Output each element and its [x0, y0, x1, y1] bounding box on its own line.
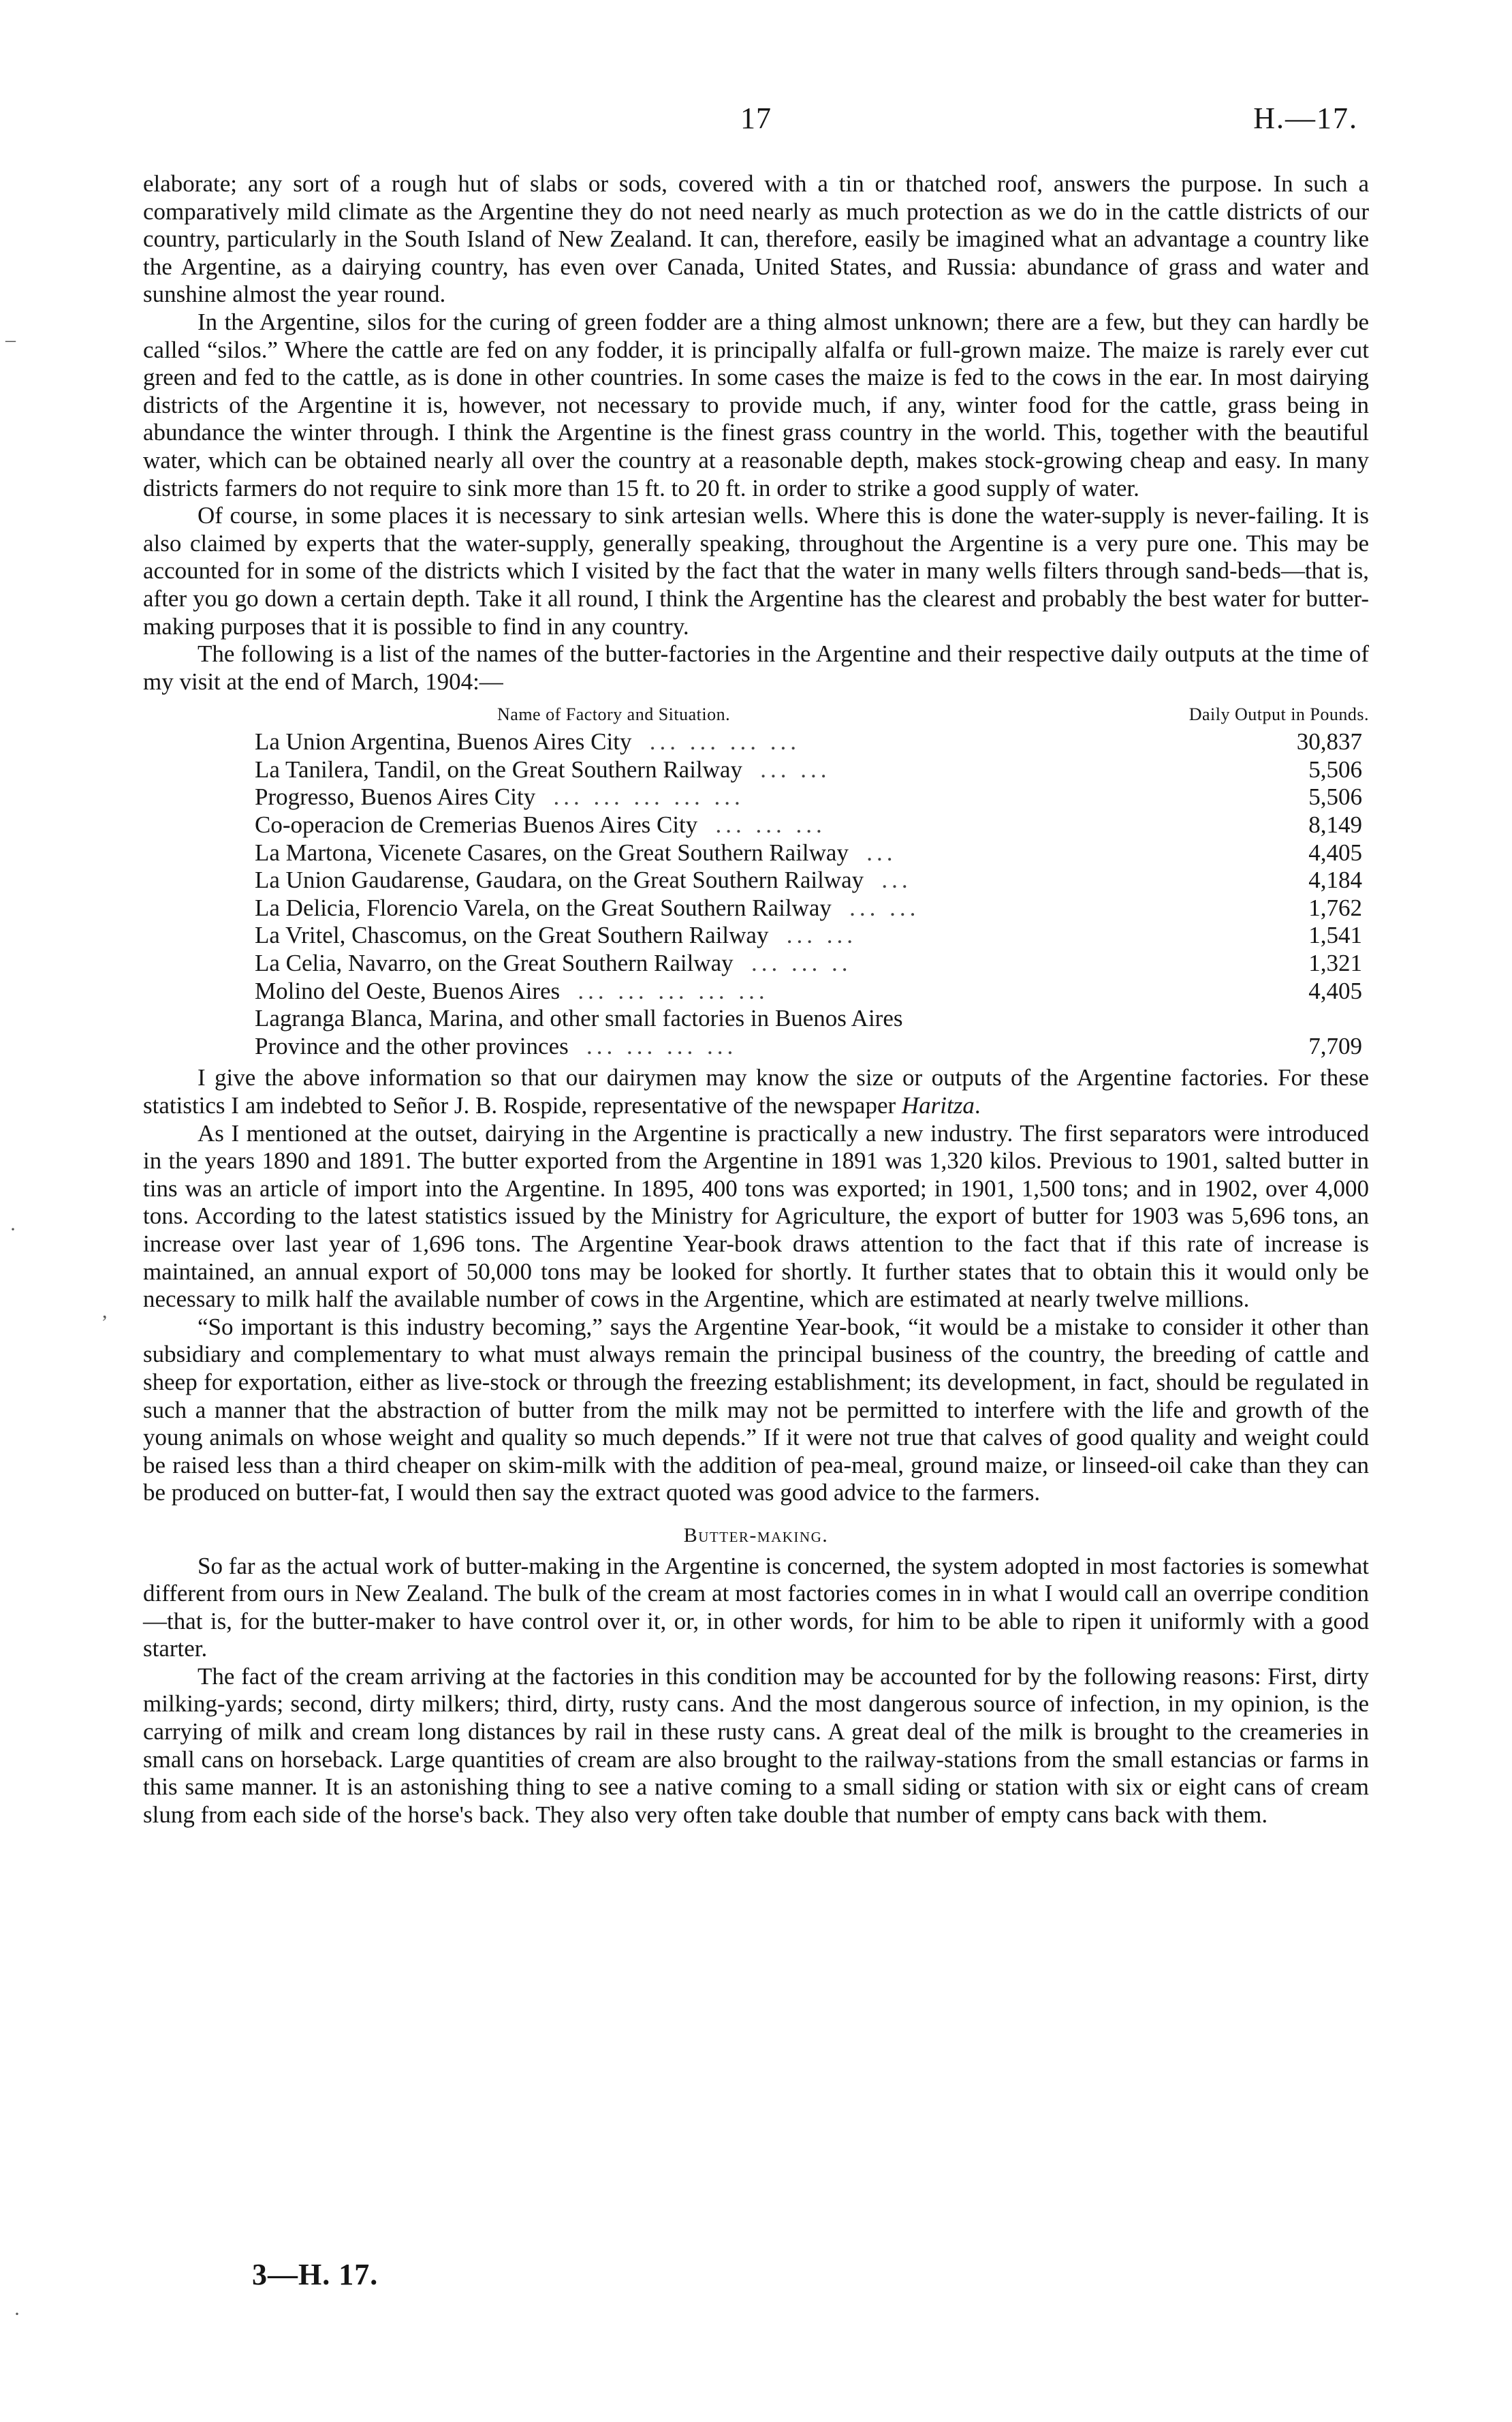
- factory-output: 1,321: [1308, 950, 1362, 977]
- text-run: .: [974, 1092, 981, 1119]
- paragraph: [143, 1064, 1369, 1119]
- factory-name-cell: [255, 811, 1192, 839]
- factory-output: 8,149: [1308, 811, 1362, 839]
- factory-name: La Tanilera, Tandil, on the Great Southern Railway: [255, 756, 742, 783]
- table-header: [143, 701, 1369, 728]
- margin-mark: ,: [102, 1300, 108, 1322]
- factory-name-cell: [255, 978, 1192, 1006]
- paragraph: The following is a list of the names of the butter-factories in the Argentine and their respective daily outputs at the time of my visit at the end of March, 1904:—: [143, 640, 1369, 695]
- factory-output: 5,506: [1308, 783, 1362, 811]
- factory-name-cell: [255, 839, 1192, 867]
- table-row: [255, 950, 1362, 978]
- table-row: [255, 728, 1362, 756]
- paragraph: So far as the actual work of butter-making in the Argentine is concerned, the system adopted in most factories is somewhat different from ours in New Zealand. The bulk of the cream at most factories comes in in what I would call an overripe condition—that is, for the butter-maker to have control over it, or, in other words, for him to be able to ripen it uniformly with a good starter.: [143, 1552, 1370, 1662]
- newspaper-title: Haritza: [901, 1092, 975, 1119]
- dot-leader: ... ...: [849, 894, 920, 921]
- margin-mark: ·: [14, 2303, 20, 2325]
- paragraph: elaborate; any sort of a rough hut of slabs or sods, covered with a tin or thatched roof, answers the purpose. In such a comparatively mild climate as the Argentine they do not need nearly as much protection as we do in the cattle districts of our country, particularly in the South Island of New Zealand. It can, therefore, easily be imagined what an advantage a country like the Argentine, as a dairying country, has even over Canada, United States, and Russia: abundance of grass and water and sunshine almost the year round.: [143, 170, 1369, 308]
- factory-name-cell: [255, 867, 1192, 895]
- table-row: [255, 811, 1362, 839]
- paragraph: As I mentioned at the outset, dairying in the Argentine is practically a new industry. The first separators were introduced in the years 1890 and 1891. The butter exported from the Argentine in 1891 was 1,320 kilos. Previous to 1901, salted butter in tins was an article of import into the Argentine. In 1895, 400 tons was exported; in 1901, 1,500 tons; and in 1902, over 4,000 tons. According to the latest statistics issued by the Ministry for Agriculture, the export of butter for 1903 was 5,696 tons, an increase over last year of 1,696 tons. The Argentine Year-book draws attention to the fact that if this rate of increase is maintained, an annual export of 50,000 tons may be looked for shortly. It further states that to obtain this it would only be necessary to milk half the available number of cows in the Argentine, which are estimated at nearly twelve millions.: [143, 1119, 1369, 1313]
- factory-name: La Celia, Navarro, on the Great Southern Railway: [255, 950, 734, 977]
- factory-name-cell: [255, 728, 1192, 756]
- paragraph: The fact of the cream arriving at the factories in this condition may be accounted for by the following reasons: First, dirty milking-yards; second, dirty milkers; third, dirty, rusty cans. And the most dangerous source of infection, in my opinion, is the carrying of milk and cream long distances by rail in these rusty cans. A great deal of the milk is brought to the creameries in small cans on horseback. Large quantities of cream are also brought to the railway-stations from the small estancias or farms in this same manner. It is an astonishing thing to see a native coming to a small siding or station with six or eight cans of cream slung from each side of the horse's back. They also very often take double that number of empty cans back with them.: [143, 1662, 1369, 1828]
- paragraph: “So important is this industry becoming,” says the Argentine Year-book, “it would be a mistake to consider it other than subsidiary and complementary to what must always remain the principal business of the country, the breeding of cattle and sheep for exportation, either as live-stock or through the freezing establishment; its development, in fact, should be regulated in such a manner that the abstraction of butter from the milk may not be permitted to interfere with the life and growth of the young animals on whose weight and quality so much depends.” If it were not true that calves of good quality and weight could be raised less than a third cheaper on skim-milk with the addition of pea-meal, ground maize, or linseed-oil cake than they can be produced on butter-fat, I would then say the extract quoted was good advice to the farmers.: [143, 1313, 1369, 1506]
- factory-name-cell: [255, 895, 1192, 922]
- dot-leader: ... ... ... ... ...: [578, 977, 769, 1004]
- dot-leader: ... ... ...: [715, 811, 826, 839]
- table-row: [255, 1033, 1362, 1061]
- dot-leader: ...: [866, 839, 897, 866]
- table-row: [255, 978, 1362, 1006]
- factory-name: La Delicia, Florencio Varela, on the Great Southern Railway: [255, 894, 832, 921]
- factory-name: La Union Gaudarense, Gaudara, on the Great Southern Railway: [255, 867, 864, 894]
- factory-output: 7,709: [1308, 1032, 1362, 1059]
- factory-name-cell: [255, 783, 1192, 811]
- section-heading: Butter-making.: [683, 1523, 829, 1547]
- margin-mark: –: [5, 328, 16, 351]
- document-code: H.—17.: [1253, 102, 1358, 135]
- signature-mark: 3—H. 17.: [252, 2258, 379, 2291]
- body-text: [143, 170, 1369, 1829]
- factory-name: La Vritel, Chascomus, on the Great Southern Railway: [255, 922, 769, 949]
- factory-table: [143, 701, 1369, 1060]
- factory-name-part: Province and the other provinces: [255, 1032, 569, 1059]
- factory-name-continued: [255, 1033, 1192, 1061]
- factory-list: [255, 728, 1362, 1060]
- factory-name-cell: [255, 756, 1192, 784]
- factory-output: 4,405: [1308, 977, 1362, 1004]
- dot-leader: ... ... ... ...: [649, 728, 800, 756]
- factory-output: 1,541: [1308, 922, 1362, 949]
- dot-leader: ... ...: [786, 922, 857, 949]
- factory-name-cell: [255, 922, 1192, 950]
- factory-output: 4,405: [1308, 839, 1362, 866]
- page-number: 17: [740, 102, 772, 135]
- factory-name: Molino del Oeste, Buenos Aires: [255, 977, 561, 1004]
- factory-name-cell: [255, 950, 1192, 978]
- dot-leader: ... ... ... ... ...: [553, 783, 744, 811]
- column-header-name: Name of Factory and Situation.: [497, 704, 731, 725]
- margin-mark: ·: [10, 1218, 16, 1241]
- paragraph: Of course, in some places it is necessary to sink artesian wells. Where this is done the water-supply is never-failing. It is also claimed by experts that the water-supply, generally speaking, throughout the Argentine is a very pure one. This may be accounted for in some of the districts which I visited by the fact that the water in many wells filters through sand-beds—that is, after you go down a certain depth. Take it all round, I think the Argentine has the clearest and probably the best water for butter-making purposes that it is possible to find in any country.: [143, 502, 1369, 640]
- text-run: I give the above information so that our dairymen may know the size or outputs of the Argentine factories. For these statistics I am indebted to Señor J. B. Rospide, representative of the newspaper: [143, 1064, 1369, 1119]
- factory-output: 30,837: [1296, 728, 1362, 756]
- dot-leader: ... ...: [760, 756, 831, 783]
- table-row: [255, 1005, 1362, 1033]
- table-row: [255, 895, 1362, 922]
- table-row: [255, 867, 1362, 895]
- table-row: [255, 756, 1362, 784]
- paragraph: In the Argentine, silos for the curing of green fodder are a thing almost unknown; there are a few, but they can hardly be called “silos.” Where the cattle are fed on any fodder, it is principally alfalfa or full-grown maize. The maize is rarely ever cut green and fed to the cattle, as is done in other countries. In some cases the maize is fed to the cows in the ear. In most dairying districts of the Argentine it is, however, not necessary to provide much, if any, winter food for the cattle, grass being in abundance the winter through. I think the Argentine is the finest grass country in the world. This, together with the beautiful water, which can be obtained nearly all over the country at a reasonable depth, makes stock-growing cheap and easy. In many districts farmers do not require to sink more than 15 ft. to 20 ft. in order to strike a good supply of water.: [143, 308, 1369, 501]
- factory-name: Progresso, Buenos Aires City: [255, 783, 536, 811]
- factory-name: Co-operacion de Cremerias Buenos Aires City: [255, 811, 698, 839]
- dot-leader: ...: [881, 867, 912, 894]
- table-row: [255, 783, 1362, 811]
- dot-leader: ... ... ..: [751, 950, 852, 977]
- factory-name: La Martona, Vicenete Casares, on the Great Southern Railway: [255, 839, 849, 866]
- table-row: [255, 922, 1362, 950]
- factory-name: Lagranga Blanca, Marina, and other small factories in Buenos Aires: [255, 1005, 903, 1032]
- factory-output: 5,506: [1308, 756, 1362, 783]
- column-header-output: Daily Output in Pounds.: [1188, 704, 1369, 725]
- factory-output: 4,184: [1308, 867, 1362, 894]
- factory-output: 1,762: [1308, 894, 1362, 921]
- factory-name: La Union Argentina, Buenos Aires City: [255, 728, 632, 756]
- table-row: [255, 839, 1362, 867]
- dot-leader: ... ... ... ...: [586, 1032, 738, 1059]
